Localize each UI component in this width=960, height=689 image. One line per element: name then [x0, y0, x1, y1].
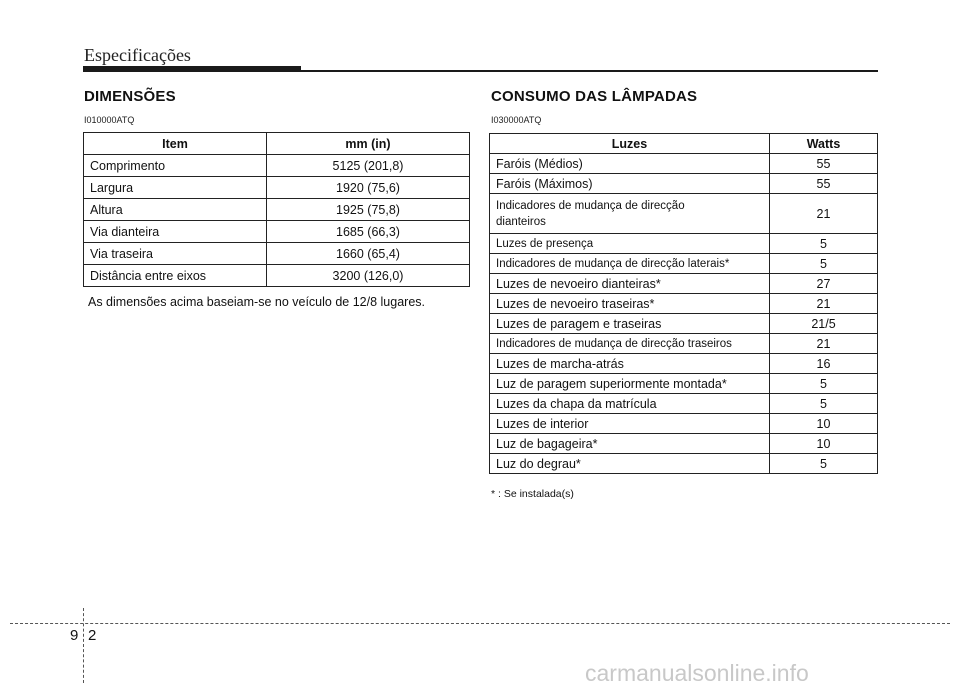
bulb-label: Luzes de nevoeiro traseiras*	[490, 294, 770, 314]
table-row	[490, 294, 878, 314]
watermark: carmanualsonline.info	[585, 660, 809, 686]
bulb-label: Indicadores de mudança de direcção laterais*	[490, 254, 770, 274]
bulb-watts: 21	[770, 334, 878, 354]
table-row	[490, 354, 878, 374]
table-row	[490, 154, 878, 174]
footer-rule	[10, 623, 950, 624]
bulb-label: Luzes de presença	[490, 234, 770, 254]
table-header-row	[84, 133, 470, 155]
column-header: mm (in)	[267, 133, 470, 155]
bulb-watts: 5	[770, 254, 878, 274]
table-row	[84, 177, 470, 199]
bulbs-title: CONSUMO DAS LÂMPADAS	[491, 88, 698, 105]
table-row	[84, 155, 470, 177]
table-row	[84, 265, 470, 287]
table-row	[490, 414, 878, 434]
bulb-label: Luzes de paragem e traseiras	[490, 314, 770, 334]
dimension-item: Comprimento	[84, 155, 267, 177]
dimension-value: 5125 (201,8)	[267, 155, 470, 177]
dimension-item: Via dianteira	[84, 221, 267, 243]
dimensions-table	[83, 132, 470, 287]
dimension-value: 1925 (75,8)	[267, 199, 470, 221]
page-number: 2	[88, 627, 97, 644]
bulb-label: Faróis (Máximos)	[490, 174, 770, 194]
dimension-value: 1920 (75,6)	[267, 177, 470, 199]
bulb-watts: 5	[770, 394, 878, 414]
bulb-label	[490, 194, 770, 234]
table-row	[490, 334, 878, 354]
bulb-label: Faróis (Médios)	[490, 154, 770, 174]
table-header-row	[490, 134, 878, 154]
bulbs-table	[489, 133, 878, 474]
dimensions-code: I010000ATQ	[84, 115, 135, 125]
header-bar	[83, 66, 301, 72]
table-row	[490, 454, 878, 474]
bulb-watts: 21/5	[770, 314, 878, 334]
bulb-watts: 21	[770, 194, 878, 234]
dimensions-note: As dimensões acima baseiam-se no veículo de 12/8 lugares.	[88, 295, 425, 309]
column-header: Watts	[770, 134, 878, 154]
bulb-watts: 55	[770, 174, 878, 194]
column-header: Luzes	[490, 134, 770, 154]
table-row	[84, 221, 470, 243]
bulb-watts: 5	[770, 374, 878, 394]
page-header-title: Especificações	[84, 45, 191, 65]
bulb-watts: 10	[770, 434, 878, 454]
bulb-label: Luz de paragem superiormente montada*	[490, 374, 770, 394]
header-rule	[301, 70, 878, 72]
bulb-label-line: Indicadores de mudança de direcção	[496, 199, 685, 212]
table-row	[490, 174, 878, 194]
table-row	[84, 199, 470, 221]
bulb-label: Indicadores de mudança de direcção traseiros	[490, 334, 770, 354]
dimension-item: Altura	[84, 199, 267, 221]
dimension-value: 3200 (126,0)	[267, 265, 470, 287]
bulb-label-line: dianteiros	[496, 215, 546, 228]
bulbs-code: I030000ATQ	[491, 115, 542, 125]
chapter-number: 9	[70, 627, 79, 644]
table-row	[490, 234, 878, 254]
bulb-watts: 21	[770, 294, 878, 314]
bulb-label: Luzes de nevoeiro dianteiras*	[490, 274, 770, 294]
bulb-watts: 10	[770, 414, 878, 434]
bulbs-footnote: * : Se instalada(s)	[491, 488, 574, 500]
bulb-label: Luzes da chapa da matrícula	[490, 394, 770, 414]
table-row	[490, 314, 878, 334]
bulb-label: Luz do degrau*	[490, 454, 770, 474]
table-row	[490, 394, 878, 414]
column-header: Item	[84, 133, 267, 155]
bulb-watts: 27	[770, 274, 878, 294]
dimension-item: Via traseira	[84, 243, 267, 265]
bulb-watts: 55	[770, 154, 878, 174]
bulb-label: Luz de bagageira*	[490, 434, 770, 454]
footer-divider	[83, 608, 84, 683]
bulb-watts: 5	[770, 234, 878, 254]
table-row	[490, 374, 878, 394]
dimensions-title: DIMENSÕES	[84, 88, 176, 105]
dimension-value: 1660 (65,4)	[267, 243, 470, 265]
table-row	[490, 274, 878, 294]
table-row	[84, 243, 470, 265]
dimension-item: Distância entre eixos	[84, 265, 267, 287]
table-row	[490, 434, 878, 454]
bulb-watts: 5	[770, 454, 878, 474]
dimension-item: Largura	[84, 177, 267, 199]
table-row	[490, 194, 878, 234]
table-row	[490, 254, 878, 274]
bulb-watts: 16	[770, 354, 878, 374]
dimension-value: 1685 (66,3)	[267, 221, 470, 243]
bulb-label: Luzes de interior	[490, 414, 770, 434]
bulb-label: Luzes de marcha-atrás	[490, 354, 770, 374]
